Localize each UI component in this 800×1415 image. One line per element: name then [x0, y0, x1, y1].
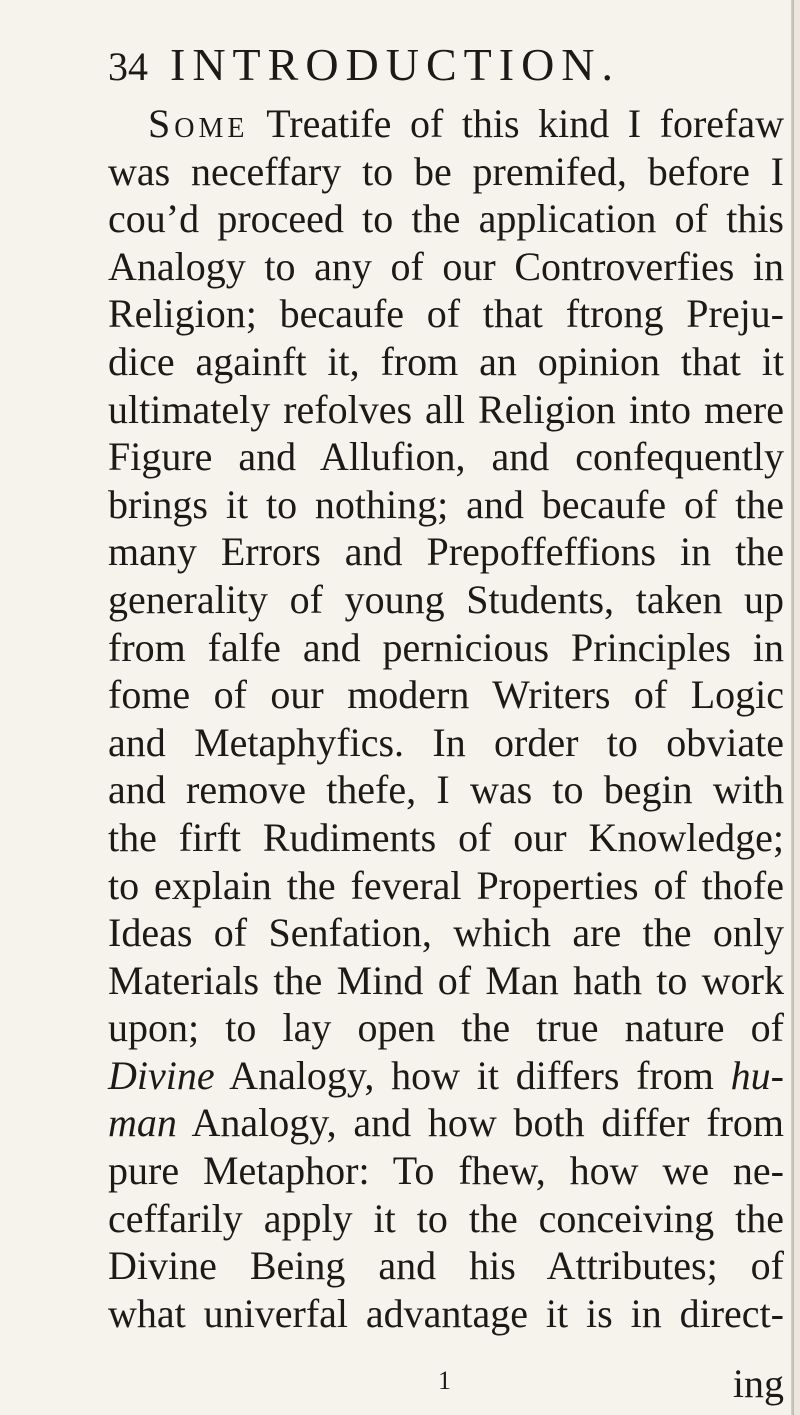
text-line: and remove thefe, I was to begin with: [108, 767, 784, 813]
text-line: Figure and Allufion, and confequently: [108, 434, 784, 480]
text-line: what univerfal advantage it is in direct-: [108, 1290, 784, 1336]
text-line: Religion; becaufe of that ftrong Preju-: [108, 291, 784, 337]
page-edge: [791, 0, 794, 1415]
text-line: fome of our modern Writers of Logic: [108, 672, 784, 718]
page-footer: [108, 1360, 784, 1410]
text-line: dice againft it, from an opinion that it: [108, 338, 784, 384]
text-line: the firft Rudiments of our Knowledge;: [108, 814, 784, 860]
text-line: from falfe and pernicious Principles in: [108, 624, 784, 670]
text-line: Some Treatife of this kind I forefaw: [148, 101, 784, 146]
text-line: ultimately refolves all Religion into mere: [108, 386, 784, 432]
text-line: was neceffary to be premifed, before I: [108, 148, 784, 194]
text-line: many Errors and Prepoffeffions in the: [108, 529, 784, 575]
text-line: man Analogy, and how both differ from: [108, 1100, 784, 1146]
signature-mark: 1: [438, 1366, 451, 1395]
text-line: Ideas of Senfation, which are the only: [108, 910, 784, 956]
italic-word: Divine: [108, 1052, 215, 1098]
page-number: 34: [108, 44, 148, 89]
text-line: pure Metaphor: To fhew, how we ne-: [108, 1148, 784, 1194]
text-line: Divine Being and his Attributes; of: [108, 1243, 784, 1289]
catchword: ing: [732, 1361, 784, 1406]
text-line: ceffarily apply it to the conceiving the: [108, 1195, 784, 1241]
text-line: Divine Analogy, how it differs from hu-: [108, 1052, 784, 1098]
text-line: cou’d proceed to the application of this: [108, 196, 784, 242]
page-header: [108, 38, 620, 94]
italic-word: man: [108, 1100, 177, 1146]
text-line: to explain the feveral Properties of thofe: [108, 862, 784, 908]
text-line: Analogy to any of our Controverfies in: [108, 243, 784, 289]
page-edge-outer: [794, 0, 800, 1415]
italic-word: hu-: [730, 1052, 784, 1098]
text-line: and Metaphyfics. In order to obviate: [108, 719, 784, 765]
running-head: INTRODUCTION.: [170, 39, 621, 90]
text-line: Materials the Mind of Man hath to work: [108, 957, 784, 1003]
opening-word: Some: [148, 101, 249, 146]
text-line: upon; to lay open the true nature of: [108, 1005, 784, 1051]
text-line: brings it to nothing; and becaufe of the: [108, 481, 784, 527]
body-text: [108, 100, 784, 1337]
text-line: generality of young Students, taken up: [108, 576, 784, 622]
